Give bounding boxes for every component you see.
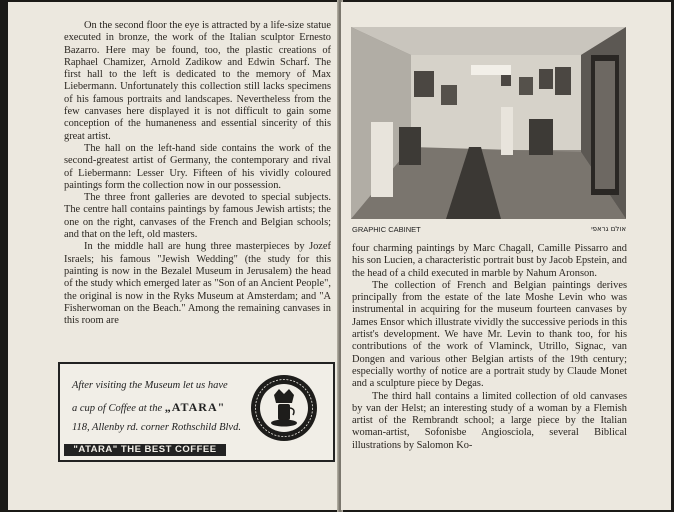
paragraph: On the second floor the eye is attracted by a life-size statue executed in bronze, the work of the Italian sculptor Ernesto Bazarro. Here may be found, too, the plastic creations of Raphael Chamizer, Arnold Zadikow and Edwin Scharf. The first hall to the left is dedicated to the memory of Max Liebermann. Unfortunately this collection still lacks specimens of his famous portraits and landscapes. Nevertheless from the few canvases here displayed it is not difficult to gain some conception of the humaneness and essential sincerity of this great artist. — [64, 20, 331, 142]
photo-caption-hebrew: אולם גראפי — [591, 225, 626, 233]
atara-advertisement — [58, 362, 335, 462]
ad-line-2 — [72, 400, 225, 415]
paragraph: The collection of French and Belgian paintings derives principally from the estate of the late Moshe Levin who was instrumental in acquiring for the museum fourteen canvases by James Ensor which illustrate vividly the successive periods in this artist's development. We have Mr. Levin to thank too, for his contributions of the work of Vlaminck, Utrillo, Signac, van Dongen and various other Belgian artists of the 19th century; especially worthy of notice are a portrait study by Claude Monet and a sculpture piece by Degas. — [352, 279, 627, 390]
paragraph: In the middle hall are hung three masterpieces by Jozef Israels; his famous "Jewish Wedding" (the study for this painting is now in the Bezalel Museum in Jerusalem) the head of the study which emerged later as "Son of an Ancient People", the original is now in the Ryks Museum at Amsterdam; and "A Fisherwoman on the Beach." Among the remaining canvases in this room are — [64, 241, 331, 327]
paragraph: The third hall contains a limited collection of old canvases by van der Helst; an interesting study of a woman by a Flemish artist of the Rembrandt school; a large piece by the Italian woman-artist, Sofonisbe Angiosciola, several Biblical illustrations by Salomon Ko- — [352, 390, 627, 451]
ad-address: 118, Allenby rd. corner Rothschild Blvd. — [72, 422, 241, 433]
paragraph: four charming paintings by Marc Chagall, Camille Pissarro and his son Lucien, a characteristic portrait bust by Jacob Epstein, and the head of a child executed in marble by Nahum Aronson. — [352, 243, 627, 279]
photo-caption-english: GRAPHIC CABINET — [352, 225, 421, 234]
ad-slogan: "ATARA" THE BEST COFFEE — [64, 444, 226, 456]
photo-caption — [352, 225, 626, 234]
left-page-text — [64, 20, 331, 327]
gallery-hall-illustration — [351, 27, 626, 219]
paragraph: The three front galleries are devoted to special subjects. The centre hall contains paintings by famous Jewish artists; the one on the right, canvases of the French and Belgian schools; and that on the left, old masters. — [64, 192, 331, 241]
graphic-cabinet-photo — [351, 27, 626, 219]
ad-line-2-prefix: a cup of Coffee at the — [72, 403, 163, 414]
atara-logo-icon — [249, 373, 319, 443]
paragraph: The hall on the left-hand side contains the work of the second-greatest artist of Germany, the contemporary and rival of Liebermann: Lesser Ury. Fifteen of his vividly coloured paintings form the collection now in our possession. — [64, 142, 331, 191]
ad-brand-name: „ATARA" — [164, 400, 226, 414]
right-page-text — [352, 243, 627, 452]
ad-line-1: After visiting the Museum let us have — [72, 380, 228, 391]
